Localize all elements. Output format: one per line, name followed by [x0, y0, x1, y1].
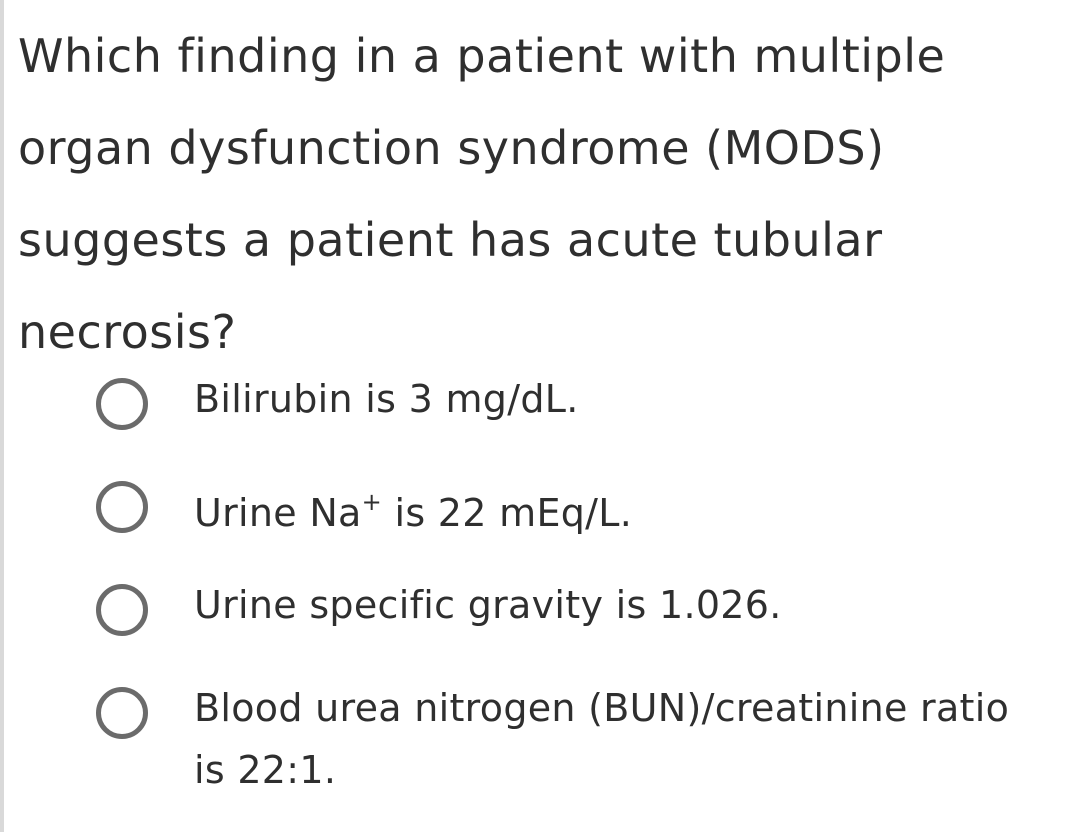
- radio-button[interactable]: [96, 378, 148, 430]
- option-specific-gravity[interactable]: [96, 570, 1056, 673]
- option-label: Bilirubin is 3 mg/dL.: [194, 377, 579, 421]
- option-bilirubin[interactable]: [96, 364, 1056, 467]
- option-label: Blood urea nitrogen (BUN)/creatinine ratio is 22:1.: [194, 686, 1010, 792]
- radio-button[interactable]: [96, 584, 148, 636]
- option-urine-sodium[interactable]: [96, 467, 1056, 570]
- option-label: Urine specific gravity is 1.026.: [194, 583, 782, 627]
- left-border: [0, 0, 4, 832]
- answer-options: [96, 364, 1056, 793]
- option-label: Urine Na+ is 22 mEq/L.: [194, 488, 633, 535]
- radio-button[interactable]: [96, 687, 148, 739]
- option-bun-creatinine[interactable]: [96, 673, 1056, 793]
- question-text: Which finding in a patient with multiple organ dysfunction syndrome (MODS) suggests a patient has acute tubular necrosis?: [18, 29, 946, 359]
- radio-button[interactable]: [96, 481, 148, 533]
- superscript-plus: +: [361, 488, 383, 516]
